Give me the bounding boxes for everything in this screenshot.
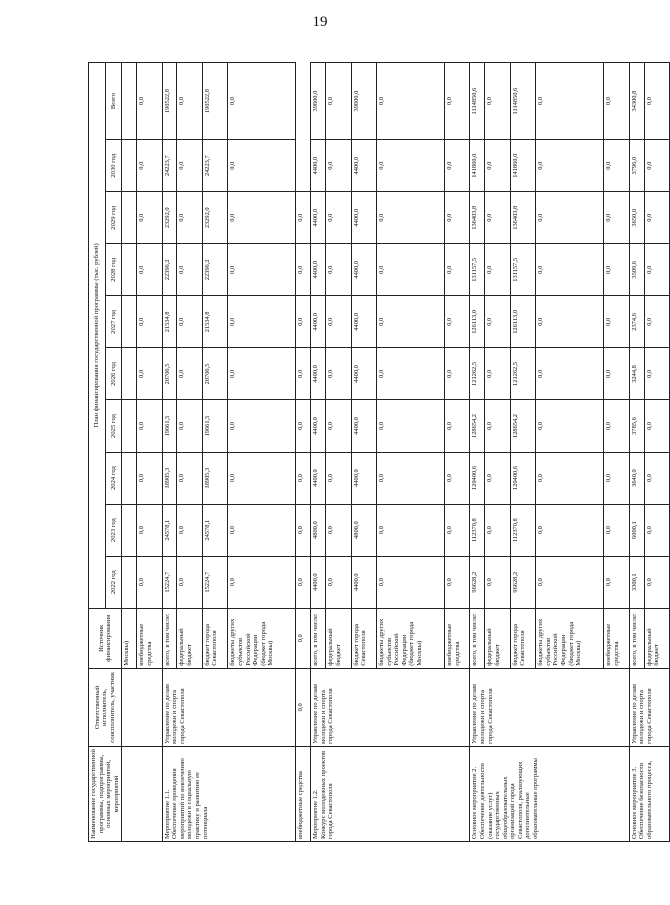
value-cell: 0,0	[137, 192, 162, 244]
value-cell: 2374,6	[629, 296, 644, 348]
value-cell: 4800,0	[311, 504, 326, 556]
source-cell: федеральный бюджет	[326, 608, 351, 668]
value-cell: 0,0	[604, 63, 629, 140]
table-row	[629, 63, 644, 842]
value-cell: 0,0	[536, 192, 604, 244]
value-cell: 0,0	[536, 140, 604, 192]
header-year: 2029 год	[105, 192, 122, 244]
value-cell: 0,0	[228, 348, 296, 400]
value-cell: 0,0	[376, 296, 444, 348]
value-cell: 0,0	[604, 556, 629, 608]
header-plan-group: План финансирования государственной программы (тыс. рублей)	[89, 63, 106, 609]
value-cell: 0,0	[177, 556, 202, 608]
source-cell: внебюджетные средства	[296, 746, 311, 841]
value-cell: 0,0	[604, 140, 629, 192]
value-cell: 0,0	[536, 452, 604, 504]
header-responsible: Ответственный исполнитель, соисполнитель, участник	[89, 668, 122, 746]
value-cell: 0,0	[604, 504, 629, 556]
value-cell	[122, 452, 137, 504]
table-row	[311, 63, 326, 842]
value-cell: 0,0	[644, 556, 670, 608]
value-cell: 4400,0	[311, 192, 326, 244]
value-cell: 0,0	[485, 140, 510, 192]
value-cell: 0,0	[485, 556, 510, 608]
source-cell: всего, в том числе:	[470, 608, 485, 668]
value-cell: 22396,2	[162, 244, 177, 296]
value-cell: 0,0	[137, 452, 162, 504]
value-cell: 4400,0	[311, 452, 326, 504]
value-cell: 190522,8	[162, 63, 177, 140]
source-cell: федеральный бюджет	[485, 608, 510, 668]
source-cell: бюджет города Севастополя	[510, 608, 535, 668]
value-cell: 0,0	[296, 608, 311, 668]
table-body	[122, 63, 670, 842]
source-cell: Москвы)	[122, 608, 137, 668]
value-cell: 0,0	[137, 400, 162, 452]
value-cell: 0,0	[326, 556, 351, 608]
source-cell: бюджеты других субъектов Российской Федерации (бюджет города Москвы)	[536, 608, 604, 668]
value-cell: 0,0	[228, 452, 296, 504]
value-cell: 0,0	[376, 244, 444, 296]
value-cell: 0,0	[485, 296, 510, 348]
value-cell: 0,0	[137, 244, 162, 296]
source-cell: всего, в том числе:	[629, 608, 644, 668]
value-cell	[122, 296, 137, 348]
value-cell: 0,0	[376, 348, 444, 400]
value-cell: 0,0	[485, 63, 510, 140]
responsible-cell: Управление по делам молодежи и спорта города Севастополя	[311, 668, 470, 746]
value-cell: 4400,0	[311, 140, 326, 192]
header-year: Всего	[105, 63, 122, 140]
header-year: 2023 год	[105, 504, 122, 556]
value-cell: 0,0	[604, 400, 629, 452]
value-cell: 23292,0	[162, 192, 177, 244]
value-cell: 0,0	[644, 452, 670, 504]
value-cell: 4400,0	[351, 244, 376, 296]
value-cell: 4400,0	[311, 400, 326, 452]
value-cell: 0,0	[296, 348, 311, 400]
table-row	[296, 63, 311, 842]
value-cell: 0,0	[296, 400, 311, 452]
value-cell: 0,0	[644, 504, 670, 556]
value-cell: 4400,0	[351, 140, 376, 192]
value-cell: 0,0	[326, 244, 351, 296]
value-cell: 3509,6	[629, 244, 644, 296]
header-year: 2027 год	[105, 296, 122, 348]
source-cell: внебюджетные средства	[604, 608, 629, 668]
measure-name-cell: Мероприятие 1.2. Конкурс молодежных проектов города Севастополя	[311, 746, 470, 841]
value-cell: 0,0	[536, 556, 604, 608]
value-cell: 0,0	[228, 556, 296, 608]
value-cell: 141860,0	[510, 140, 535, 192]
header-year: 2022 год	[105, 556, 122, 608]
responsible-cell: Управление по делам молодежи и спорта города Севастополя	[470, 668, 629, 746]
value-cell: 0,0	[228, 296, 296, 348]
value-cell: 3300,1	[629, 556, 644, 608]
value-cell: 0,0	[326, 348, 351, 400]
value-cell: 18905,3	[162, 452, 177, 504]
value-cell: 128654,2	[510, 400, 535, 452]
value-cell: 0,0	[376, 452, 444, 504]
value-cell: 121262,5	[470, 348, 485, 400]
value-cell: 1114850,6	[510, 63, 535, 140]
value-cell: 0,0	[485, 400, 510, 452]
value-cell: 141860,0	[470, 140, 485, 192]
value-cell: 0,0	[604, 452, 629, 504]
source-cell: федеральный бюджет	[177, 608, 202, 668]
value-cell: 24223,7	[162, 140, 177, 192]
value-cell: 0,0	[644, 400, 670, 452]
source-cell: внебюджетные средства	[444, 608, 469, 668]
value-cell: 0,0	[444, 192, 469, 244]
value-cell: 0,0	[376, 140, 444, 192]
value-cell: 0,0	[536, 63, 604, 140]
value-cell: 0,0	[644, 63, 670, 140]
value-cell: 0,0	[444, 556, 469, 608]
value-cell: 4400,0	[311, 348, 326, 400]
header-year: 2028 год	[105, 244, 122, 296]
value-cell: 15224,7	[162, 556, 177, 608]
value-cell: 19661,5	[202, 400, 227, 452]
value-cell: 0,0	[296, 452, 311, 504]
value-cell: 120400,6	[470, 452, 485, 504]
value-cell: 0,0	[485, 452, 510, 504]
value-cell: 0,0	[137, 556, 162, 608]
value-cell: 0,0	[444, 348, 469, 400]
value-cell: 0,0	[137, 296, 162, 348]
value-cell: 120400,6	[510, 452, 535, 504]
value-cell: 4400,0	[351, 452, 376, 504]
value-cell: 21534,8	[202, 296, 227, 348]
value-cell: 0,0	[485, 244, 510, 296]
value-cell: 0,0	[536, 348, 604, 400]
value-cell: 0,0	[644, 192, 670, 244]
value-cell: 0,0	[485, 192, 510, 244]
value-cell	[122, 244, 137, 296]
value-cell: 0,0	[228, 400, 296, 452]
value-cell: 0,0	[228, 63, 296, 140]
value-cell: 0,0	[376, 63, 444, 140]
value-cell: 0,0	[604, 244, 629, 296]
value-cell: 136403,8	[470, 192, 485, 244]
value-cell: 190522,8	[202, 63, 227, 140]
value-cell: 0,0	[296, 556, 311, 608]
value-cell: 0,0	[177, 296, 202, 348]
value-cell: 20706,5	[202, 348, 227, 400]
value-cell: 3640,0	[629, 452, 644, 504]
value-cell: 39600,0	[351, 63, 376, 140]
value-cell: 0,0	[296, 668, 311, 746]
value-cell: 131157,5	[470, 244, 485, 296]
value-cell: 3785,6	[629, 400, 644, 452]
value-cell: 20706,5	[162, 348, 177, 400]
source-cell: бюджеты других субъектов Российской Федерации (бюджет города Москвы)	[228, 608, 296, 668]
value-cell: 19661,5	[162, 400, 177, 452]
value-cell: 23292,0	[202, 192, 227, 244]
value-cell: 0,0	[644, 348, 670, 400]
value-cell: 112370,8	[470, 504, 485, 556]
value-cell: 0,0	[177, 348, 202, 400]
value-cell: 136403,8	[510, 192, 535, 244]
value-cell: 39600,0	[311, 63, 326, 140]
header-year: 2026 год	[105, 348, 122, 400]
value-cell: 24578,1	[202, 504, 227, 556]
value-cell: 4400,0	[311, 556, 326, 608]
source-cell: бюджет города Севастополя	[202, 608, 227, 668]
page-number: 19	[312, 14, 328, 30]
value-cell: 0,0	[536, 400, 604, 452]
source-cell: всего, в том числе:	[311, 608, 326, 668]
financing-table	[88, 62, 670, 842]
value-cell: 15224,7	[202, 556, 227, 608]
table-row	[162, 63, 177, 842]
value-cell: 0,0	[536, 504, 604, 556]
rotated-table-container	[88, 62, 661, 842]
value-cell	[122, 504, 137, 556]
value-cell	[122, 192, 137, 244]
value-cell: 128654,2	[470, 400, 485, 452]
value-cell: 0,0	[444, 400, 469, 452]
value-cell: 0,0	[644, 244, 670, 296]
value-cell: 24578,1	[162, 504, 177, 556]
value-cell: 21534,8	[162, 296, 177, 348]
value-cell: 22396,2	[202, 244, 227, 296]
source-cell: федеральный бюджет	[644, 608, 670, 668]
value-cell: 0,0	[296, 192, 311, 244]
value-cell: 96628,2	[470, 556, 485, 608]
value-cell: 0,0	[177, 63, 202, 140]
value-cell: 34300,8	[629, 63, 644, 140]
value-cell: 0,0	[296, 296, 311, 348]
value-cell: 0,0	[444, 296, 469, 348]
value-cell: 121262,5	[510, 348, 535, 400]
value-cell: 4400,0	[311, 296, 326, 348]
value-cell: 0,0	[177, 452, 202, 504]
value-cell: 126113,0	[510, 296, 535, 348]
value-cell: 0,0	[485, 348, 510, 400]
responsible-cell: Управление по делам молодежи и спорта города Севастополя	[629, 668, 669, 746]
value-cell: 0,0	[177, 400, 202, 452]
value-cell: 0,0	[296, 504, 311, 556]
value-cell: 0,0	[326, 400, 351, 452]
value-cell: 0,0	[177, 244, 202, 296]
value-cell: 4400,0	[351, 556, 376, 608]
value-cell: 3650,0	[629, 192, 644, 244]
value-cell: 4400,0	[351, 296, 376, 348]
value-cell: 0,0	[228, 504, 296, 556]
value-cell: 1114850,6	[470, 63, 485, 140]
header-year: 2024 год	[105, 452, 122, 504]
value-cell: 0,0	[177, 140, 202, 192]
value-cell: 0,0	[536, 296, 604, 348]
value-cell: 0,0	[326, 192, 351, 244]
value-cell	[122, 140, 137, 192]
header-row-1	[89, 63, 106, 842]
value-cell: 0,0	[326, 140, 351, 192]
value-cell: 0,0	[137, 348, 162, 400]
value-cell: 131157,5	[510, 244, 535, 296]
value-cell	[122, 556, 137, 608]
table-row	[470, 63, 485, 842]
header-year: 2025 год	[105, 400, 122, 452]
value-cell: 0,0	[228, 140, 296, 192]
header-year: 2030 год	[105, 140, 122, 192]
value-cell: 0,0	[444, 63, 469, 140]
value-cell: 4400,0	[351, 348, 376, 400]
source-cell: всего, в том числе:	[162, 608, 177, 668]
continuation-cell	[122, 668, 162, 746]
value-cell: 0,0	[376, 400, 444, 452]
value-cell: 4400,0	[351, 192, 376, 244]
measure-name-cell: Мероприятие 1.1. Обеспечение проведения мероприятий по вовлечению молодежи в социальную практику и развитию ее потенциала	[162, 746, 296, 841]
value-cell: 0,0	[536, 244, 604, 296]
measure-name-cell: Основное мероприятие 2. Обеспечение деятельности (оказание услуг) государственных общеобразовательных организаций города Севастополя, реализующих дополнительные образовательные программы	[470, 746, 629, 841]
value-cell: 0,0	[376, 504, 444, 556]
value-cell: 0,0	[604, 296, 629, 348]
value-cell: 4800,0	[351, 504, 376, 556]
value-cell	[122, 348, 137, 400]
source-cell: внебюджетные средства	[137, 608, 162, 668]
value-cell	[122, 63, 137, 140]
table-row	[122, 63, 137, 842]
value-cell: 3796,0	[629, 140, 644, 192]
value-cell: 0,0	[485, 504, 510, 556]
value-cell: 18905,3	[202, 452, 227, 504]
value-cell: 0,0	[228, 244, 296, 296]
value-cell: 0,0	[177, 192, 202, 244]
value-cell: 0,0	[326, 63, 351, 140]
value-cell: 96628,2	[510, 556, 535, 608]
value-cell: 0,0	[376, 556, 444, 608]
value-cell: 0,0	[376, 192, 444, 244]
value-cell: 0,0	[137, 140, 162, 192]
value-cell: 3244,8	[629, 348, 644, 400]
source-cell: бюджет города Севастополя	[351, 608, 376, 668]
value-cell: 126113,0	[470, 296, 485, 348]
value-cell: 0,0	[644, 296, 670, 348]
value-cell	[122, 400, 137, 452]
value-cell: 0,0	[296, 244, 311, 296]
value-cell: 0,0	[137, 504, 162, 556]
continuation-cell	[122, 746, 162, 841]
header-program-name: Наименование государственной программы, подпрограммы, основных мероприятий, мероприятий	[89, 746, 122, 841]
value-cell: 0,0	[326, 296, 351, 348]
value-cell: 0,0	[444, 504, 469, 556]
value-cell: 0,0	[326, 452, 351, 504]
value-cell: 0,0	[137, 63, 162, 140]
source-cell: бюджеты других субъектов Российской Федерации (бюджет города Москвы)	[376, 608, 444, 668]
header-source: Источник финансирования	[89, 608, 122, 668]
value-cell: 0,0	[326, 504, 351, 556]
value-cell: 0,0	[228, 192, 296, 244]
value-cell: 0,0	[644, 140, 670, 192]
value-cell: 0,0	[444, 140, 469, 192]
measure-name-cell: Основное мероприятие 3. Обеспечение безопасности образовательного процесса,	[629, 746, 669, 841]
value-cell: 0,0	[604, 192, 629, 244]
value-cell: 0,0	[604, 348, 629, 400]
value-cell: 4400,0	[311, 244, 326, 296]
value-cell: 6000,1	[629, 504, 644, 556]
value-cell: 24223,7	[202, 140, 227, 192]
value-cell: 0,0	[444, 244, 469, 296]
value-cell: 4400,0	[351, 400, 376, 452]
value-cell: 0,0	[444, 452, 469, 504]
value-cell: 0,0	[177, 504, 202, 556]
responsible-cell: Управление по делам молодежи и спорта города Севастополя	[162, 668, 296, 746]
value-cell: 112370,8	[510, 504, 535, 556]
